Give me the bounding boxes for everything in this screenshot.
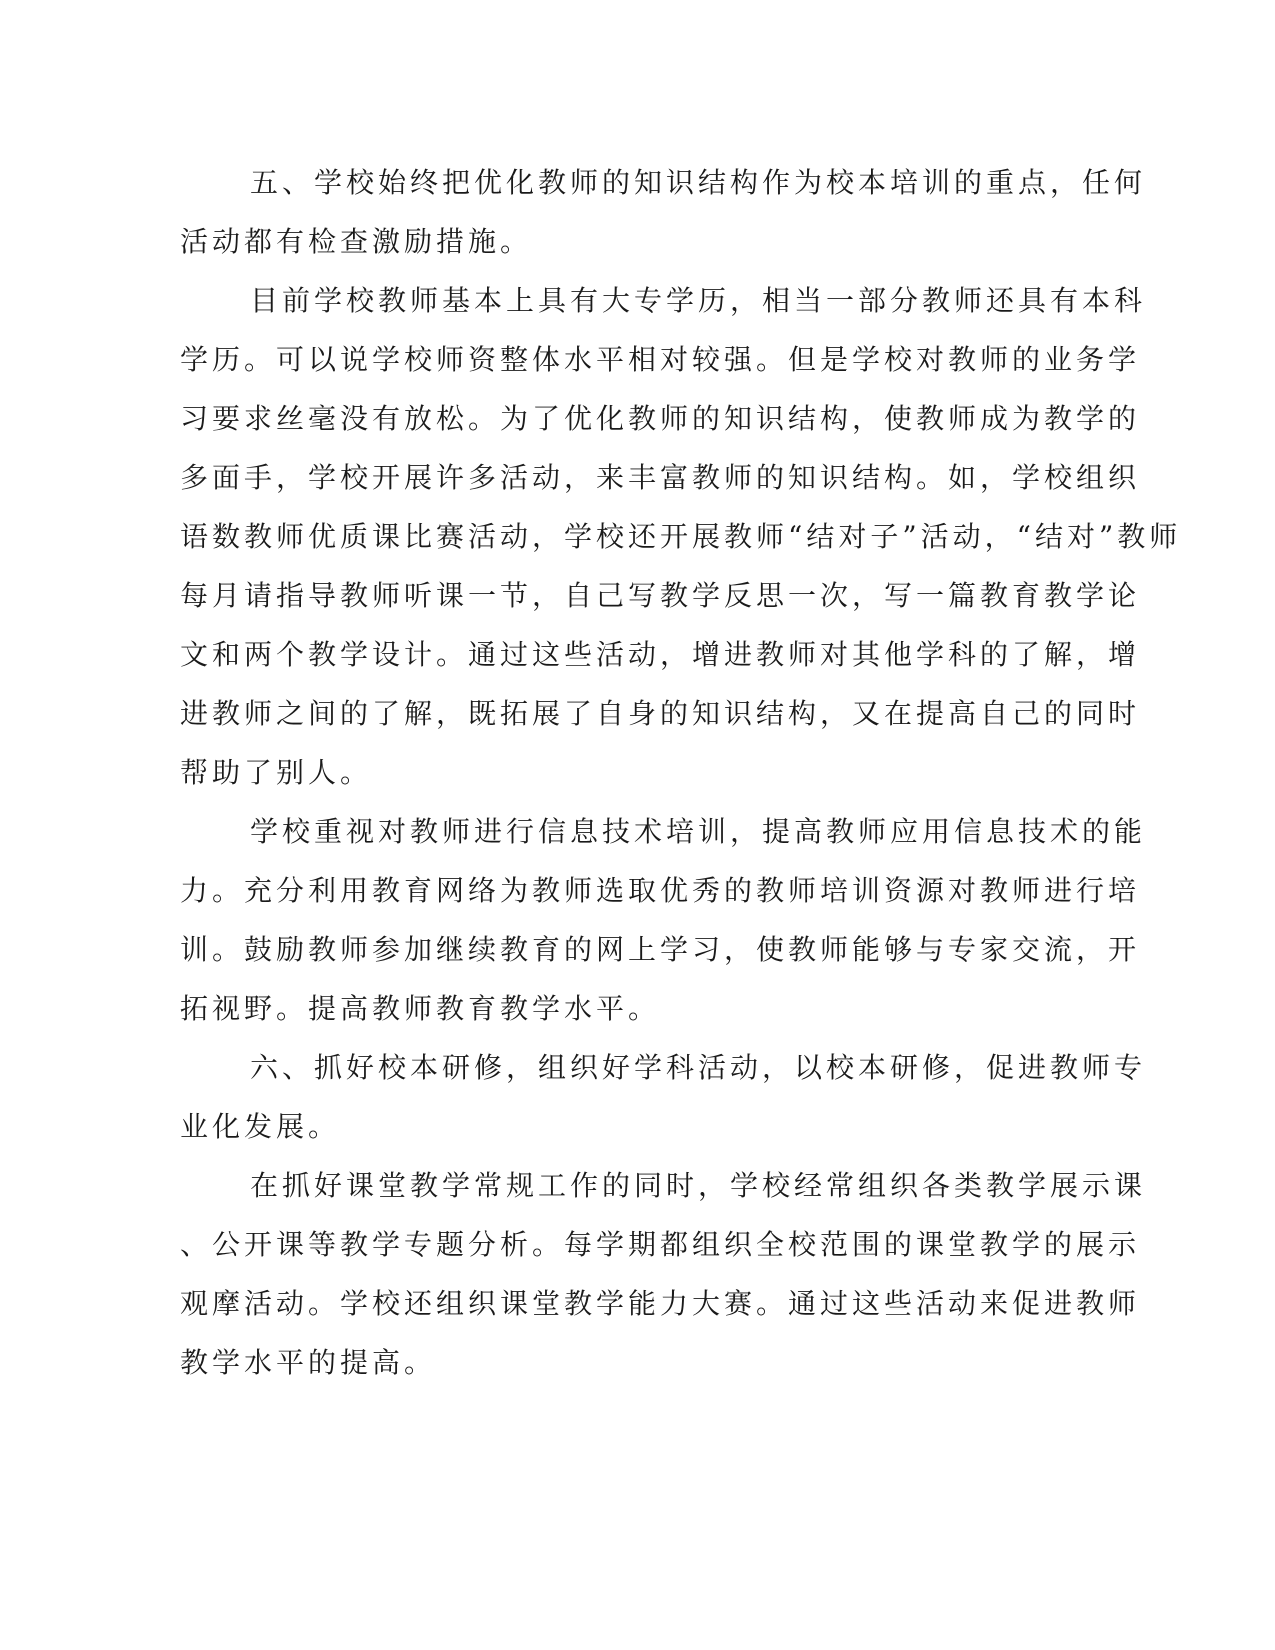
- paragraph-line: 拓视野。提高教师教育教学水平。: [180, 992, 661, 1025]
- paragraph-line: 六、抓好校本研修，组织好学科活动，以校本研修，促进教师专: [250, 1051, 1147, 1084]
- paragraph-line: 每月请指导教师听课一节，自己写教学反思一次，写一篇教育教学论: [180, 579, 1141, 612]
- paragraph-line: 进教师之间的了解，既拓展了自身的知识结构，又在提高自己的同时: [180, 697, 1141, 730]
- paragraph-line: 活动都有检查激励措施。: [180, 225, 533, 258]
- paragraph-line: 在抓好课堂教学常规工作的同时，学校经常组织各类教学展示课: [250, 1169, 1147, 1202]
- paragraph-line: 习要求丝毫没有放松。为了优化教师的知识结构，使教师成为教学的: [180, 402, 1141, 435]
- paragraph-line: 业化发展。: [180, 1110, 341, 1143]
- paragraph-line: 帮助了别人。: [180, 756, 373, 789]
- paragraph-line: 、公开课等教学专题分析。每学期都组织全校范围的课堂教学的展示: [180, 1228, 1141, 1261]
- paragraph-line: 多面手，学校开展许多活动，来丰富教师的知识结构。如，学校组织: [180, 461, 1141, 494]
- paragraph-line: 训。鼓励教师参加继续教育的网上学习，使教师能够与专家交流，开: [180, 933, 1141, 966]
- paragraph-line: 文和两个教学设计。通过这些活动，增进教师对其他学科的了解，增: [180, 638, 1141, 671]
- paragraph-line: 学历。可以说学校师资整体水平相对较强。但是学校对教师的业务学: [180, 343, 1141, 376]
- paragraph-line: 力。充分利用教育网络为教师选取优秀的教师培训资源对教师进行培: [180, 874, 1141, 907]
- paragraph-line: 学校重视对教师进行信息技术培训，提高教师应用信息技术的能: [250, 815, 1147, 848]
- paragraph-line: 五、学校始终把优化教师的知识结构作为校本培训的重点，任何: [250, 166, 1147, 199]
- document-body: [180, 153, 1182, 1392]
- paragraph-line: 目前学校教师基本上具有大专学历，相当一部分教师还具有本科: [250, 284, 1147, 317]
- paragraph-line: 观摩活动。学校还组织课堂教学能力大赛。通过这些活动来促进教师: [180, 1287, 1141, 1320]
- paragraph-line: 语数教师优质课比赛活动，学校还开展教师“结对子”活动，“结对”教师: [180, 520, 1182, 553]
- paragraph-line: 教学水平的提高。: [180, 1346, 437, 1379]
